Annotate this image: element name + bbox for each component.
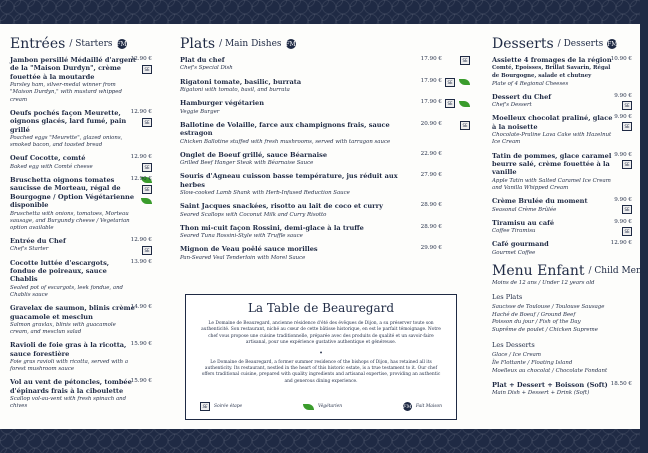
item-price: 12.90 € <box>130 154 152 161</box>
item-name: Crème Brulée du moment <box>492 197 588 206</box>
item-name: Café gourmand <box>492 240 549 249</box>
menu-item <box>10 56 160 104</box>
menu-item <box>492 56 632 88</box>
menu-item <box>492 93 632 110</box>
desserts-title: Desserts <box>492 36 554 52</box>
about-box <box>185 294 457 420</box>
kids-subtitle: / Child Menu <box>588 265 648 276</box>
item-badges <box>445 99 470 108</box>
se-badge-icon: SE <box>142 185 152 194</box>
mains-subtitle: / Main Dishes <box>219 39 282 49</box>
desserts-list <box>492 56 632 257</box>
item-badges <box>460 121 470 130</box>
item-price: 20.90 € <box>420 120 442 127</box>
item-price: 15.90 € <box>130 341 152 348</box>
item-name: Oeuf Cocotte, comté <box>10 154 86 163</box>
kids-desserts-title: Les Desserts <box>492 341 535 350</box>
item-name: Moelleux chocolat praliné, glace à la noisette <box>492 114 613 131</box>
kids-menu-line: Glace / Ice Cream <box>492 352 541 359</box>
item-price: 28.90 € <box>420 202 442 209</box>
menu-item <box>10 304 160 336</box>
starters-heading <box>10 36 160 52</box>
item-description: Plate of 4 Regional Cheeses <box>492 80 569 87</box>
item-name: Tatin de pommes, glace caramel beurre salé, crème fouettée à la vanille <box>492 151 612 177</box>
item-price: 13.90 € <box>130 258 152 265</box>
item-description: Parsley ham, silver-medal winner from "Maison Durdyn," with mustard whipped cream <box>10 82 122 103</box>
menu-item <box>180 245 470 262</box>
kids-plats-title: Les Plats <box>492 292 523 301</box>
item-name: Bruschetta oignons tomates saucisse de Morteau, régal de Bourgogne / Option Végétarienne disponible <box>10 175 135 210</box>
se-badge-icon: SE <box>622 205 632 214</box>
item-badges <box>622 160 632 169</box>
about-separator: • <box>319 349 323 357</box>
about-title: La Table de Beauregard <box>247 301 395 315</box>
item-price: 17.90 € <box>420 56 442 62</box>
fait-maison-icon: FM <box>116 40 127 48</box>
item-name: Saint Jacques snackées, risotto au lait de coco et curry <box>180 202 383 211</box>
menu-item <box>180 151 470 168</box>
item-price: 15.90 € <box>130 378 152 385</box>
kids-age: Moins de 12 ans / Under 12 years old <box>492 279 595 286</box>
item-name: Plat du chef <box>180 56 225 64</box>
item-name: Dessert du Chef <box>492 92 552 101</box>
about-text-fr: Le Domaine de Beauregard, ancienne résidence d'été des évêques de Dijon, a su préserver toute son authenticité. Son restaurant, niché au cœur de cette bâtisse historique, en est le parfait témoignage. Notre chef vous propose une cuisine traditionnelle, préparée avec des produits de qualité et un savoir-faire artisanal, pour une expérience gustative authentique et généreuse. <box>201 321 441 346</box>
desserts-section <box>492 36 648 402</box>
kids-formula-desc: Main Dish + Dessert + Drink (Soft) <box>492 389 590 396</box>
item-price: 28.90 € <box>420 223 442 230</box>
item-name: Thon mi-cuit façon Rossini, demi-glace à la truffe <box>180 223 364 232</box>
kids-menu-line: Moelleux au chocolat / Chocolate Fondant <box>492 367 608 374</box>
menu-page <box>0 24 648 429</box>
item-description: Gourmet Coffee <box>492 249 536 256</box>
item-price: 12.90 € <box>130 56 152 62</box>
fait-maison-icon: FM <box>607 40 618 48</box>
item-name: Ballotine de Volaille, farce aux champignons frais, sauce estragon <box>180 120 390 138</box>
item-badges <box>142 118 152 127</box>
legend-veg-label: Végétarien <box>317 404 343 409</box>
se-badge-icon: SE <box>142 163 152 172</box>
desserts-subtitle: / Desserts <box>557 39 604 49</box>
desserts-heading <box>492 36 632 52</box>
se-badge-icon: SE <box>142 118 152 127</box>
item-description: Sealed pot of escargots, leek fondue, and Chablis sauce <box>10 284 124 298</box>
item-name: Cocotte luttée d'escargots, fondue de poireaux, sauce Chablis <box>10 258 110 284</box>
mains-heading <box>180 36 470 52</box>
menu-item <box>180 202 470 219</box>
menu-item <box>10 378 160 410</box>
item-price: 12.90 € <box>130 236 152 243</box>
item-price: 12.90 € <box>130 108 152 115</box>
item-description: Chef's Dessert <box>492 102 532 109</box>
menu-item <box>492 197 632 214</box>
item-badges <box>622 205 632 214</box>
menu-item <box>180 172 470 197</box>
kids-plats-list <box>492 304 632 335</box>
menu-item <box>180 99 470 116</box>
item-description: Seared Scallops with Coconut Milk and Curry Risotto <box>180 211 327 218</box>
mains-section <box>180 36 470 267</box>
menu-item <box>492 114 632 146</box>
about-text-en: Le Domaine de Beauregard, a former summer residence of the bishops of Dijon, has retained all its authenticity. Its restaurant, nestled in the heart of this historic estate, is a true testament to it. Our chef offers traditional cuisine, prepared with quality ingredients and artisanal expertise, providing an authentic and generous dining experience. <box>201 359 441 384</box>
se-badge-icon: SE <box>622 122 632 131</box>
leaf-icon <box>141 198 152 204</box>
menu-item <box>10 154 160 171</box>
menu-item <box>492 152 632 193</box>
item-name: Oeufs pochés façon Meurette, oignons glacés, lard fumé, pain grillé <box>10 108 127 134</box>
item-badges <box>622 227 632 236</box>
item-name: Vol au vent de pétoncles, tombée d'épinards frais à la ciboulette <box>10 378 132 395</box>
item-description: Veggie Burger <box>180 108 220 115</box>
item-description: Grilled Beef Hanger Steak with Béarnaise Sauce <box>180 160 314 167</box>
legend-veg <box>303 403 342 411</box>
kids-menu-line: Saucisse de Toulouse / Toulouse Sausage <box>492 303 605 310</box>
item-description: Apple Tatin with Salted Caramel Ice Cream and Vanilla Whipped Cream <box>492 177 611 191</box>
se-badge-icon: SE <box>445 99 455 108</box>
menu-item <box>492 219 632 236</box>
item-description: Coffee Tiramisu <box>492 228 536 235</box>
item-description: Seasonal Crème Brûlée <box>492 206 557 213</box>
item-name: Souris d'Agneau cuisson basse température, jus réduit aux herbes <box>180 172 398 189</box>
fait-maison-icon: FM <box>285 40 296 48</box>
kids-menu-line: Poisson du jour / Fish of the Day <box>492 319 581 326</box>
fait-maison-icon: FM <box>403 403 412 410</box>
starters-title: Entrées <box>10 36 66 52</box>
item-badges <box>622 101 632 110</box>
legend <box>200 402 442 411</box>
se-badge-icon: SE <box>460 56 470 65</box>
item-name: Rigatoni tomate, basilic, burrata <box>180 77 302 86</box>
item-name: Onglet de Boeuf grillé, sauce Béarnaise <box>180 150 328 159</box>
kids-formula <box>492 381 632 398</box>
item-description: Foie gras ravioli with ricotta, served with a forest mushroom sauce <box>10 359 129 373</box>
item-badges <box>142 65 152 74</box>
item-description: Pan-Seared Veal Tenderloin with Morel Sauce <box>180 254 306 261</box>
item-description: Chocolate-Praline Lava Cake with Hazelnut Ice Cream <box>492 132 612 146</box>
kids-title: Menu Enfant <box>492 262 585 279</box>
kids-formula-name: Plat + Dessert + Boisson (Soft) <box>492 380 608 389</box>
item-badges <box>142 246 152 255</box>
item-badges <box>460 56 470 65</box>
item-name: Assiette 4 fromages de la région <box>492 56 612 64</box>
starters-section <box>10 36 160 415</box>
se-badge-icon: SE <box>142 246 152 255</box>
item-description: Rigatoni with tomato, basil, and burrata <box>180 87 290 93</box>
kids-formula-price: 18.50 € <box>610 380 632 387</box>
leaf-icon <box>303 404 314 410</box>
item-price: 17.90 € <box>420 77 442 84</box>
menu-item <box>10 237 160 254</box>
item-description: Slow-cooked Lamb Shank with Herb-Infused Reduction Sauce <box>180 190 350 197</box>
item-description: Scallop vol-au-vent with fresh spinach and chives <box>10 396 127 410</box>
mains-title: Plats <box>180 36 216 52</box>
item-price: 9.90 € <box>614 92 632 99</box>
item-name: Gravelax de saumon, blinis crème guacamole et mesclun <box>10 304 135 321</box>
item-price: 29.90 € <box>420 245 442 252</box>
se-badge-icon: SE <box>622 227 632 236</box>
item-price: 14.90 € <box>130 304 152 311</box>
se-badge-icon: SE <box>622 160 632 169</box>
item-description: Chef's Starter <box>10 246 49 253</box>
item-description: Salmon gravlax, blinis with guacamole cream, and mesclun salad <box>10 321 116 336</box>
item-price: 12.90 € <box>610 240 632 247</box>
item-ingredients: Comté, Epoisses, Brillat Savarin, Régal de Bourgogne, salade et chutney <box>492 65 611 79</box>
item-price: 22.90 € <box>420 150 442 157</box>
item-price: 12.90 € <box>130 175 152 182</box>
kids-menu-line: Suprême de poulet / Chicken Supreme <box>492 327 598 334</box>
menu-item <box>180 224 470 241</box>
se-badge-icon: SE <box>460 121 470 130</box>
item-description: Chef's Special Dish <box>180 65 233 72</box>
kids-desserts-list <box>492 352 632 375</box>
kids-menu-line: Haché de Boeuf / Ground Beef <box>492 311 576 318</box>
kids-heading <box>492 262 648 279</box>
item-name: Tiramisu au café <box>492 218 555 227</box>
item-name: Mignon de Veau poêlé sauce morilles <box>180 245 318 254</box>
menu-item <box>180 56 470 73</box>
item-price: 9.90 € <box>614 114 632 121</box>
menu-item <box>10 259 160 300</box>
item-name: Jambon persillé Médaillé d'argent de la "Maison Durdyn", crème fouettée à la moutarde <box>10 56 136 81</box>
item-description: Chicken Ballotine stuffed with fresh mushrooms, served with tarragon sauce <box>180 138 391 145</box>
item-description: Baked egg with Comté cheese <box>10 163 93 170</box>
kids-menu-line: Île Flottante / Floating Island <box>492 359 573 366</box>
menu-item <box>180 78 470 95</box>
legend-fm <box>403 402 442 411</box>
legend-fm-label: Fait Maison <box>415 404 442 409</box>
item-description: Poached eggs "Meurette", glazed onions, smoked bacon, and toasted bread <box>10 135 123 149</box>
item-price: 10.90 € <box>610 56 632 62</box>
item-badges <box>141 185 152 205</box>
starters-subtitle: / Starters <box>69 39 113 49</box>
menu-item <box>10 341 160 373</box>
leaf-icon <box>459 101 470 107</box>
se-badge-icon: SE <box>200 402 210 411</box>
item-description: Bruschetta with onions, tomatoes, Morteau sausage, and Burgundy cheese / Vegetarian option available <box>10 210 130 231</box>
item-description: Seared Tuna Rossini-Style with Truffle sauce <box>180 233 303 240</box>
item-price: 9.90 € <box>614 218 632 225</box>
mains-list <box>180 56 470 262</box>
se-badge-icon: SE <box>445 78 455 87</box>
item-price: 17.90 € <box>420 99 442 106</box>
item-price: 9.90 € <box>614 197 632 204</box>
menu-item <box>10 176 160 232</box>
item-badges <box>622 122 632 131</box>
item-price: 9.90 € <box>614 151 632 158</box>
item-name: Ravioli de foie gras à la ricotta, sauce forestière <box>10 341 127 358</box>
leaf-icon <box>459 79 470 85</box>
starters-list <box>10 56 160 410</box>
item-badges <box>445 78 470 87</box>
item-name: Entrée du Chef <box>10 236 66 245</box>
se-badge-icon: SE <box>622 101 632 110</box>
menu-item <box>492 240 632 257</box>
se-badge-icon: SE <box>142 65 152 74</box>
item-name: Hamburger végétarien <box>180 99 265 108</box>
legend-se <box>200 402 242 411</box>
menu-item <box>10 109 160 150</box>
item-price: 27.90 € <box>420 172 442 179</box>
legend-se-label: Soirée étape <box>214 404 243 409</box>
menu-item <box>180 121 470 146</box>
